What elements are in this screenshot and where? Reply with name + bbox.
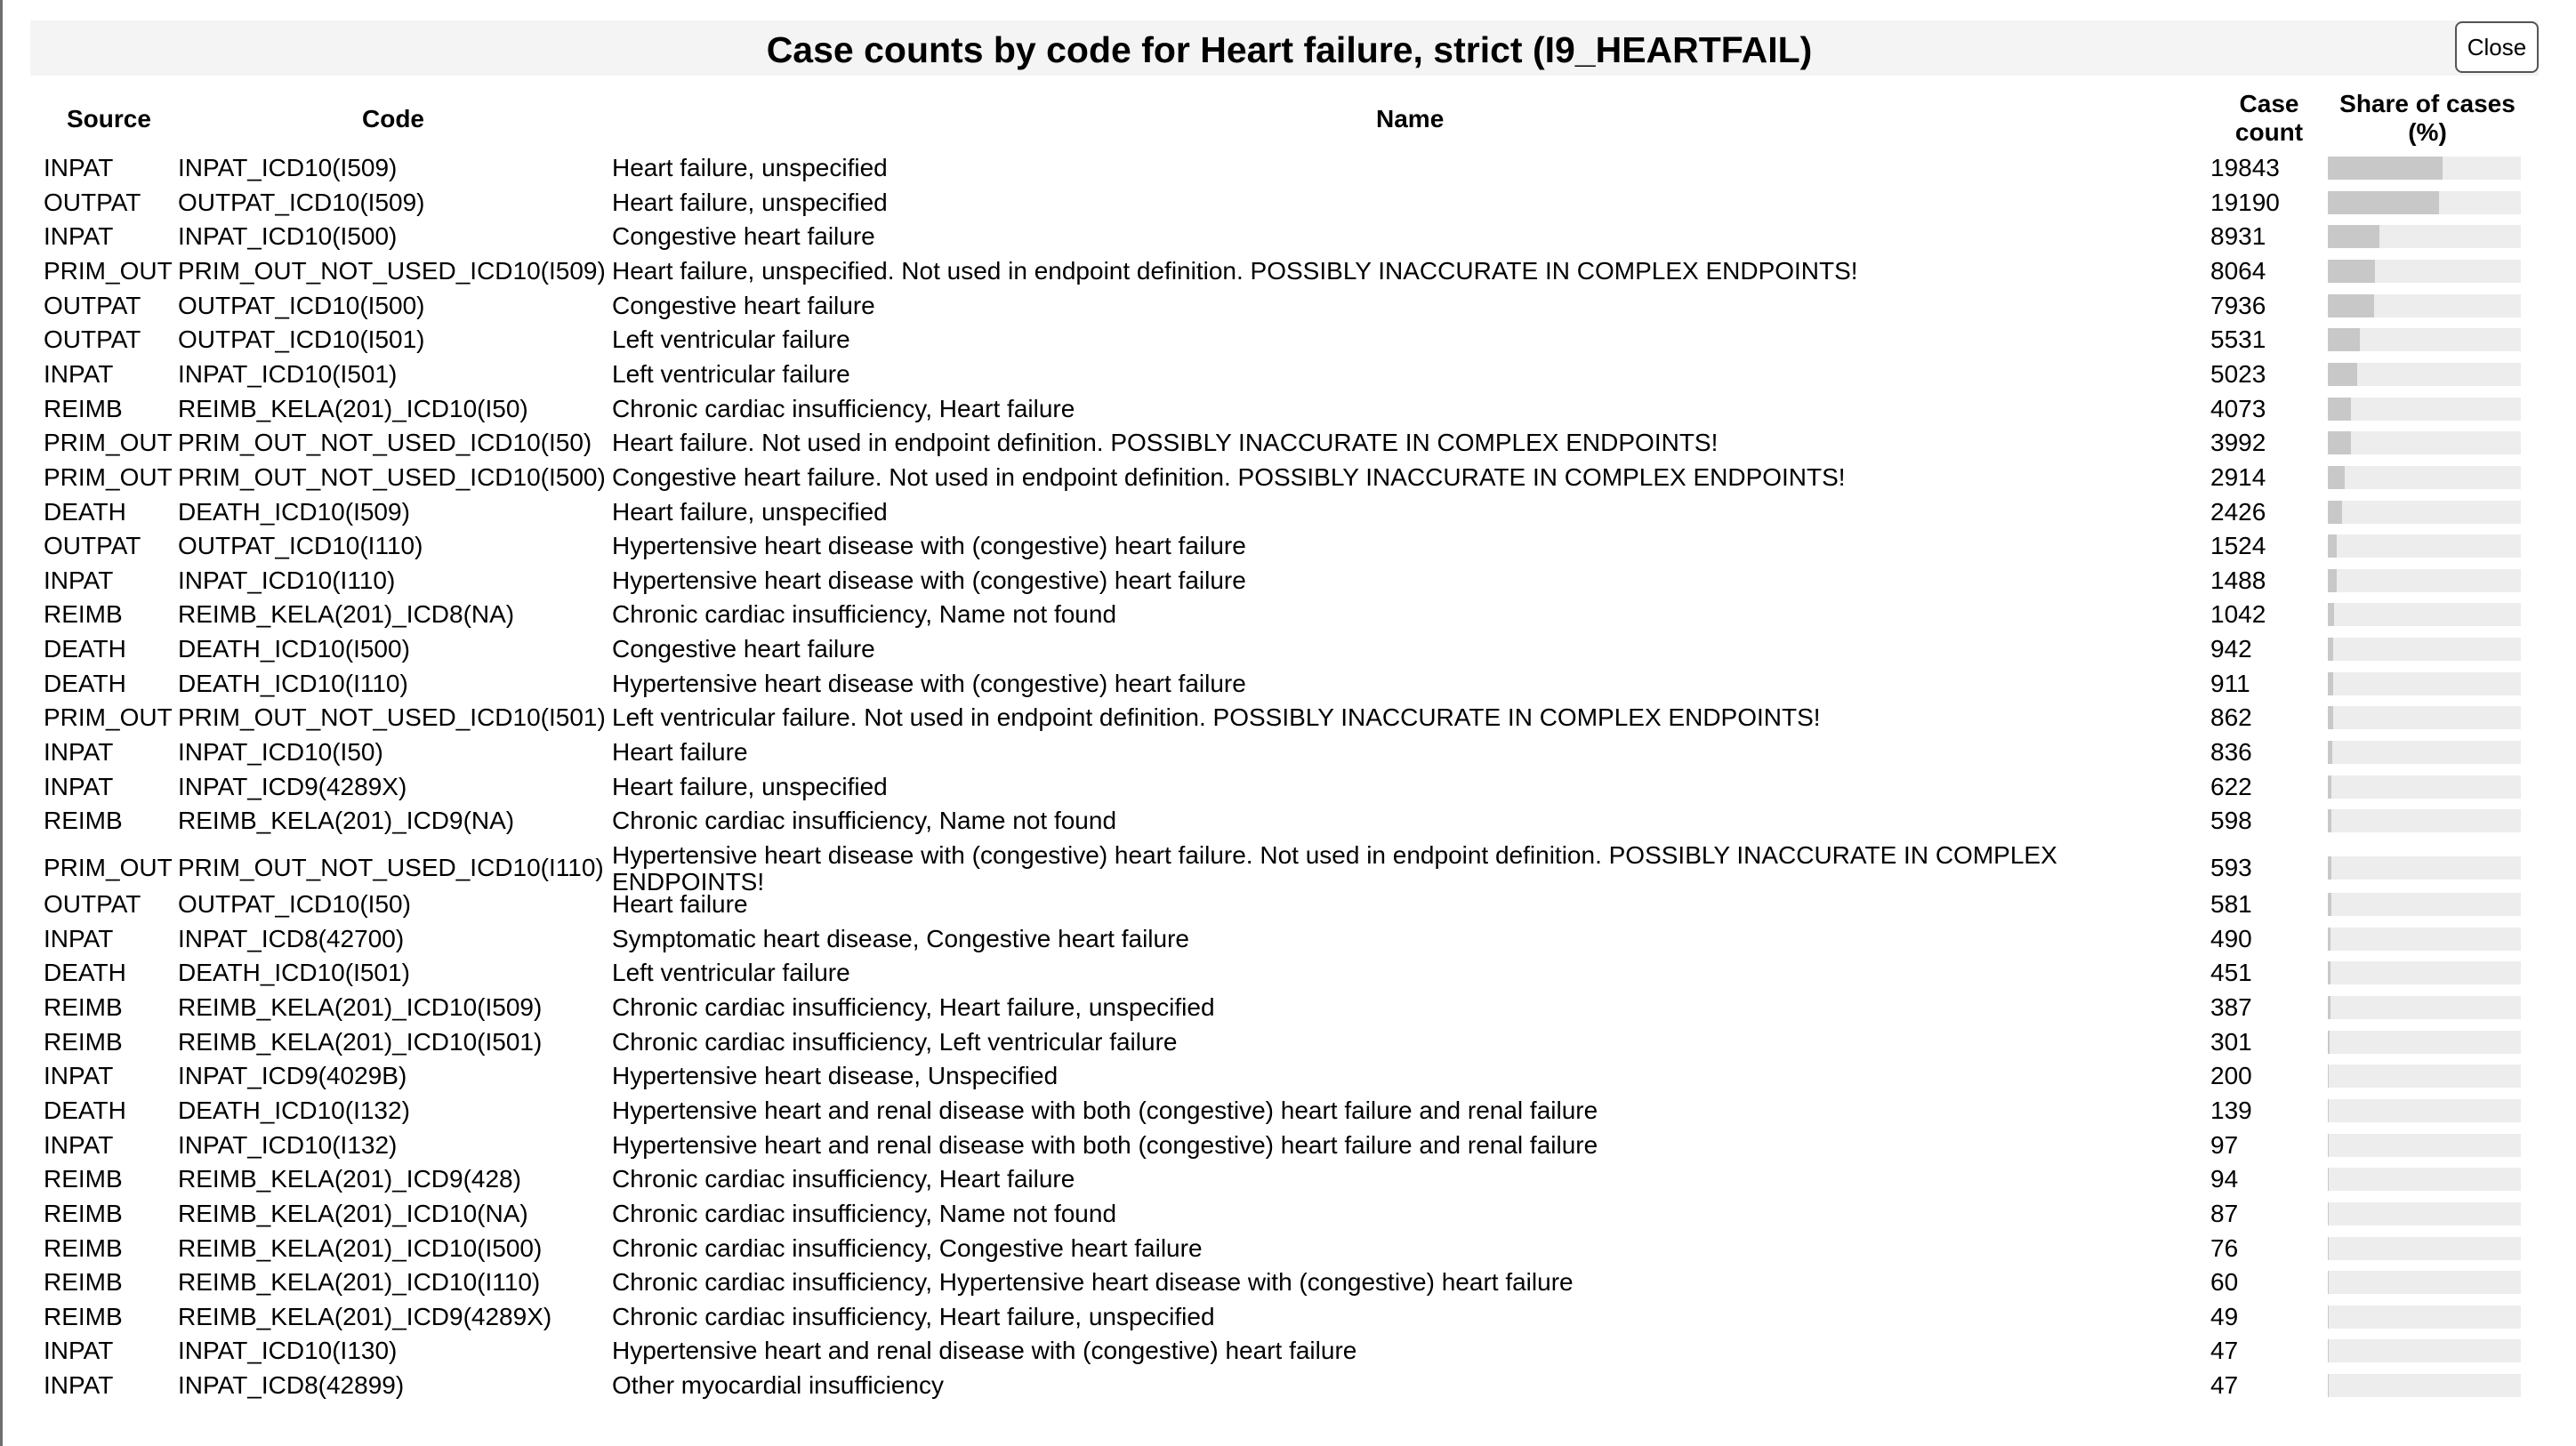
source-cell: OUTPAT xyxy=(44,291,141,319)
code-cell: DEATH_ICD10(I500) xyxy=(178,635,410,663)
case-count-cell: 76 xyxy=(2210,1233,2239,1262)
source-cell: INPAT xyxy=(44,1062,114,1090)
case-count-cell: 2914 xyxy=(2210,462,2266,491)
source-cell: DEATH xyxy=(44,669,126,697)
code-cell: INPAT_ICD9(4289X) xyxy=(178,772,407,800)
case-count-cell: 593 xyxy=(2210,854,2252,881)
code-cell: OUTPAT_ICD10(I110) xyxy=(178,532,423,560)
header-case-count-line1: Case xyxy=(2239,90,2299,117)
code-cell: INPAT_ICD10(I132) xyxy=(178,1130,398,1159)
code-cell: INPAT_ICD10(I50) xyxy=(178,738,383,767)
share-bar-fill xyxy=(2328,260,2375,283)
share-bar-fill xyxy=(2328,1031,2330,1054)
share-bar xyxy=(2328,431,2521,454)
share-bar xyxy=(2328,775,2521,799)
table-row xyxy=(3,739,2576,774)
case-count-cell: 87 xyxy=(2210,1199,2239,1227)
name-cell: Left ventricular failure xyxy=(612,959,850,987)
source-cell: INPAT xyxy=(44,772,114,800)
share-bar-fill xyxy=(2328,466,2345,489)
source-cell: INPAT xyxy=(44,1337,114,1365)
share-bar xyxy=(2328,1305,2521,1329)
share-bar-fill xyxy=(2328,1305,2329,1329)
code-cell: REIMB_KELA(201)_ICD10(I500) xyxy=(178,1233,543,1262)
case-count-cell: 862 xyxy=(2210,703,2252,732)
share-bar xyxy=(2328,363,2521,386)
case-count-cell: 1524 xyxy=(2210,532,2266,560)
table-row xyxy=(3,926,2576,960)
share-bar xyxy=(2328,928,2521,951)
share-bar xyxy=(2328,501,2521,524)
name-cell: Hypertensive heart and renal disease with both (congestive) heart failure and renal failure xyxy=(612,1096,1598,1124)
case-count-cell: 47 xyxy=(2210,1337,2239,1365)
share-bar-fill xyxy=(2328,1202,2329,1225)
share-bar-fill xyxy=(2328,1271,2329,1294)
table-row xyxy=(3,994,2576,1029)
source-cell: INPAT xyxy=(44,566,114,594)
case-count-cell: 451 xyxy=(2210,959,2252,987)
code-cell: INPAT_ICD8(42899) xyxy=(178,1371,405,1400)
source-cell: REIMB xyxy=(44,394,123,422)
name-cell: Chronic cardiac insufficiency, Name not found xyxy=(612,807,1117,835)
share-bar xyxy=(2328,1237,2521,1260)
share-bar-fill xyxy=(2328,706,2333,729)
share-bar xyxy=(2328,706,2521,729)
source-cell: INPAT xyxy=(44,359,114,388)
close-button[interactable]: Close xyxy=(2455,21,2539,73)
name-cell: Left ventricular failure xyxy=(612,359,850,388)
case-count-cell: 200 xyxy=(2210,1062,2252,1090)
source-cell: INPAT xyxy=(44,924,114,952)
name-cell: Heart failure, unspecified. Not used in endpoint definition. POSSIBLY INACCURATE IN COMPLEX ENDPOINTS! xyxy=(612,256,1858,285)
share-bar xyxy=(2328,1168,2521,1191)
case-count-cell: 94 xyxy=(2210,1165,2239,1193)
share-bar-fill xyxy=(2328,1168,2329,1191)
source-cell: OUTPAT xyxy=(44,532,141,560)
share-bar-fill xyxy=(2328,603,2334,626)
share-bar-fill xyxy=(2328,191,2439,214)
table-row xyxy=(3,1132,2576,1167)
name-cell: Other myocardial insufficiency xyxy=(612,1371,944,1400)
case-count-cell: 836 xyxy=(2210,738,2252,767)
name-cell: Chronic cardiac insufficiency, Heart failure xyxy=(612,1165,1075,1193)
table-row xyxy=(3,1338,2576,1372)
share-bar xyxy=(2328,260,2521,283)
share-bar-fill xyxy=(2328,1374,2329,1397)
share-bar xyxy=(2328,1031,2521,1054)
share-bar xyxy=(2328,191,2521,214)
share-bar-fill xyxy=(2328,775,2331,799)
name-cell: Chronic cardiac insufficiency, Hypertensive heart disease with (congestive) heart failure xyxy=(612,1268,1574,1297)
share-bar-fill xyxy=(2328,638,2333,661)
case-count-cell: 7936 xyxy=(2210,291,2266,319)
case-count-cell: 4073 xyxy=(2210,394,2266,422)
name-cell: Hypertensive heart disease with (congestive) heart failure. Not used in endpoint definition. POSSIBLY INACCURATE IN COMPLEX ENDPOINTS! xyxy=(612,841,2057,896)
share-bar xyxy=(2328,534,2521,558)
share-bar xyxy=(2328,638,2521,661)
name-cell: Hypertensive heart and renal disease with (congestive) heart failure xyxy=(612,1337,1357,1365)
table-row xyxy=(3,704,2576,739)
table-row xyxy=(3,807,2576,842)
header-source: Source xyxy=(67,105,151,133)
table-row xyxy=(3,1304,2576,1338)
name-cell: Heart failure. Not used in endpoint definition. POSSIBLY INACCURATE IN COMPLEX ENDPOINTS! xyxy=(612,429,1719,457)
table-row xyxy=(3,326,2576,361)
case-count-cell: 19190 xyxy=(2210,188,2280,216)
table-row xyxy=(3,841,2576,896)
share-bar-fill xyxy=(2328,1134,2329,1157)
share-bar-fill xyxy=(2328,893,2331,916)
table-row xyxy=(3,636,2576,671)
code-cell: OUTPAT_ICD10(I509) xyxy=(178,188,425,216)
code-cell: PRIM_OUT_NOT_USED_ICD10(I509) xyxy=(178,256,606,285)
name-cell: Congestive heart failure. Not used in endpoint definition. POSSIBLY INACCURATE IN COMPLEX ENDPOINTS! xyxy=(612,462,1846,491)
name-cell: Left ventricular failure. Not used in endpoint definition. POSSIBLY INACCURATE IN COMPLEX ENDPOINTS! xyxy=(612,703,1821,732)
source-cell: INPAT xyxy=(44,222,114,251)
share-bar-fill xyxy=(2328,569,2337,592)
code-cell: INPAT_ICD10(I509) xyxy=(178,154,398,181)
table-row xyxy=(3,189,2576,224)
table-row xyxy=(3,396,2576,430)
share-bar-fill xyxy=(2328,294,2374,317)
code-cell: INPAT_ICD10(I110) xyxy=(178,566,396,594)
share-bar-fill xyxy=(2328,741,2332,764)
name-cell: Heart failure, unspecified xyxy=(612,188,888,216)
share-bar xyxy=(2328,1339,2521,1362)
case-count-cell: 622 xyxy=(2210,772,2252,800)
case-count-cell: 1488 xyxy=(2210,566,2266,594)
name-cell: Chronic cardiac insufficiency, Name not found xyxy=(612,600,1117,629)
table-row xyxy=(3,1029,2576,1064)
name-cell: Chronic cardiac insufficiency, Heart failure, unspecified xyxy=(612,1302,1215,1330)
name-cell: Hypertensive heart disease with (congestive) heart failure xyxy=(612,669,1246,697)
case-count-cell: 19843 xyxy=(2210,154,2280,181)
source-cell: REIMB xyxy=(44,1302,123,1330)
code-cell: REIMB_KELA(201)_ICD9(4289X) xyxy=(178,1302,552,1330)
table-row xyxy=(3,960,2576,994)
table-row xyxy=(3,671,2576,705)
source-cell: PRIM_OUT xyxy=(44,703,173,732)
code-cell: OUTPAT_ICD10(I50) xyxy=(178,890,411,918)
share-bar xyxy=(2328,603,2521,626)
code-cell: OUTPAT_ICD10(I500) xyxy=(178,291,425,319)
share-bar xyxy=(2328,1134,2521,1157)
share-bar xyxy=(2328,1271,2521,1294)
table-row xyxy=(3,1235,2576,1270)
share-bar-fill xyxy=(2328,1339,2329,1362)
case-count-cell: 3992 xyxy=(2210,429,2266,457)
code-cell: PRIM_OUT_NOT_USED_ICD10(I500) xyxy=(178,462,606,491)
table-row xyxy=(3,258,2576,293)
name-cell: Symptomatic heart disease, Congestive heart failure xyxy=(612,924,1189,952)
name-cell: Hypertensive heart disease with (congestive) heart failure xyxy=(612,532,1246,560)
name-cell: Heart failure xyxy=(612,738,748,767)
table-row xyxy=(3,1063,2576,1097)
code-cell: REIMB_KELA(201)_ICD8(NA) xyxy=(178,600,515,629)
header-case-count-line2: count xyxy=(2234,118,2304,146)
source-cell: REIMB xyxy=(44,1165,123,1193)
case-count-cell: 49 xyxy=(2210,1302,2239,1330)
source-cell: DEATH xyxy=(44,959,126,987)
code-cell: INPAT_ICD8(42700) xyxy=(178,924,405,952)
case-count-cell: 942 xyxy=(2210,635,2252,663)
table-row xyxy=(3,1201,2576,1235)
share-bar-fill xyxy=(2328,996,2330,1019)
case-count-cell: 581 xyxy=(2210,890,2252,918)
table-row xyxy=(3,361,2576,396)
table-row xyxy=(3,293,2576,327)
share-bar xyxy=(2328,809,2521,832)
name-cell: Chronic cardiac insufficiency, Heart failure, unspecified xyxy=(612,992,1215,1021)
source-cell: REIMB xyxy=(44,600,123,629)
table-row xyxy=(3,567,2576,602)
name-cell: Left ventricular failure xyxy=(612,325,850,354)
case-count-cell: 490 xyxy=(2210,924,2252,952)
source-cell: OUTPAT xyxy=(44,188,141,216)
code-cell: PRIM_OUT_NOT_USED_ICD10(I50) xyxy=(178,429,592,457)
source-cell: REIMB xyxy=(44,1233,123,1262)
share-bar xyxy=(2328,225,2521,248)
share-bar xyxy=(2328,1202,2521,1225)
header-share-line2: (%) xyxy=(2408,118,2447,146)
case-count-cell: 8064 xyxy=(2210,256,2266,285)
code-cell: REIMB_KELA(201)_ICD9(428) xyxy=(178,1165,521,1193)
code-cell: PRIM_OUT_NOT_USED_ICD10(I110) xyxy=(178,854,604,881)
share-bar-fill xyxy=(2328,856,2331,880)
name-cell: Chronic cardiac insufficiency, Name not found xyxy=(612,1199,1117,1227)
source-cell: PRIM_OUT xyxy=(44,429,173,457)
case-count-cell: 598 xyxy=(2210,807,2252,835)
name-cell: Congestive heart failure xyxy=(612,222,875,251)
share-bar xyxy=(2328,1099,2521,1122)
header-share-of-cases xyxy=(2330,90,2525,147)
source-cell: REIMB xyxy=(44,1268,123,1297)
share-bar xyxy=(2328,893,2521,916)
share-bar-fill xyxy=(2328,672,2333,695)
case-count-cell: 47 xyxy=(2210,1371,2239,1400)
share-bar-fill xyxy=(2328,328,2360,351)
source-cell: INPAT xyxy=(44,1371,114,1400)
code-cell: INPAT_ICD10(I501) xyxy=(178,359,398,388)
name-cell: Heart failure, unspecified xyxy=(612,772,888,800)
header-code: Code xyxy=(362,105,424,133)
source-cell: PRIM_OUT xyxy=(44,462,173,491)
name-cell: Chronic cardiac insufficiency, Heart failure xyxy=(612,394,1075,422)
table-row xyxy=(3,499,2576,534)
case-count-cell: 5023 xyxy=(2210,359,2266,388)
table-row xyxy=(3,891,2576,926)
code-cell: DEATH_ICD10(I509) xyxy=(178,497,410,526)
share-bar-fill xyxy=(2328,501,2342,524)
source-cell: OUTPAT xyxy=(44,890,141,918)
share-bar-fill xyxy=(2328,1064,2329,1088)
table-row xyxy=(3,601,2576,636)
case-count-cell: 911 xyxy=(2210,669,2250,697)
code-cell: PRIM_OUT_NOT_USED_ICD10(I501) xyxy=(178,703,606,732)
table-row xyxy=(3,1269,2576,1304)
code-cell: REIMB_KELA(201)_ICD10(I50) xyxy=(178,394,528,422)
share-bar xyxy=(2328,672,2521,695)
table-row xyxy=(3,155,2576,189)
source-cell: PRIM_OUT xyxy=(44,256,173,285)
share-bar xyxy=(2328,569,2521,592)
table-row xyxy=(3,774,2576,808)
share-bar xyxy=(2328,856,2521,880)
name-cell: Congestive heart failure xyxy=(612,635,875,663)
name-cell: Heart failure, unspecified xyxy=(612,154,888,181)
source-cell: INPAT xyxy=(44,154,114,181)
case-counts-modal xyxy=(3,0,2576,1446)
case-count-cell: 387 xyxy=(2210,992,2252,1021)
name-cell: Congestive heart failure xyxy=(612,291,875,319)
share-bar-fill xyxy=(2328,534,2337,558)
share-bar-fill xyxy=(2328,363,2357,386)
name-cell: Hypertensive heart and renal disease with both (congestive) heart failure and renal failure xyxy=(612,1130,1598,1159)
source-cell: INPAT xyxy=(44,1130,114,1159)
share-bar xyxy=(2328,1064,2521,1088)
name-cell: Heart failure xyxy=(612,890,748,918)
source-cell: DEATH xyxy=(44,635,126,663)
share-bar-fill xyxy=(2328,398,2351,421)
share-bar xyxy=(2328,996,2521,1019)
share-bar-fill xyxy=(2328,961,2330,984)
table-row xyxy=(3,533,2576,567)
share-bar-fill xyxy=(2328,1237,2329,1260)
code-cell: DEATH_ICD10(I132) xyxy=(178,1096,410,1124)
code-cell: REIMB_KELA(201)_ICD10(I501) xyxy=(178,1027,543,1056)
name-cell: Hypertensive heart disease, Unspecified xyxy=(612,1062,1059,1090)
modal-title: Case counts by code for Heart failure, strict (I9_HEARTFAIL) xyxy=(766,29,1813,70)
case-count-cell: 5531 xyxy=(2210,325,2266,354)
source-cell: OUTPAT xyxy=(44,325,141,354)
share-bar-fill xyxy=(2328,928,2330,951)
share-bar-fill xyxy=(2328,157,2443,180)
share-bar xyxy=(2328,294,2521,317)
share-bar-fill xyxy=(2328,431,2351,454)
table-row xyxy=(3,1372,2576,1407)
name-cell: Chronic cardiac insufficiency, Left ventricular failure xyxy=(612,1027,1178,1056)
table-row xyxy=(3,464,2576,499)
code-cell: DEATH_ICD10(I110) xyxy=(178,669,408,697)
share-bar xyxy=(2328,961,2521,984)
source-cell: DEATH xyxy=(44,1096,126,1124)
share-bar-fill xyxy=(2328,809,2331,832)
share-bar xyxy=(2328,741,2521,764)
source-cell: REIMB xyxy=(44,1199,123,1227)
code-cell: INPAT_ICD9(4029B) xyxy=(178,1062,407,1090)
share-bar-fill xyxy=(2328,1099,2329,1122)
name-cell: Chronic cardiac insufficiency, Congestive heart failure xyxy=(612,1233,1203,1262)
share-bar xyxy=(2328,1374,2521,1397)
share-bar xyxy=(2328,398,2521,421)
code-cell: REIMB_KELA(201)_ICD9(NA) xyxy=(178,807,515,835)
code-cell: REIMB_KELA(201)_ICD10(I509) xyxy=(178,992,543,1021)
case-count-cell: 1042 xyxy=(2210,600,2266,629)
source-cell: DEATH xyxy=(44,497,126,526)
header-case-count xyxy=(2196,90,2342,147)
code-cell: INPAT_ICD10(I500) xyxy=(178,222,398,251)
table-row xyxy=(3,1166,2576,1201)
source-cell: INPAT xyxy=(44,738,114,767)
share-bar-fill xyxy=(2328,225,2379,248)
name-cell: Heart failure, unspecified xyxy=(612,497,888,526)
header-name: Name xyxy=(1376,105,1445,133)
share-bar xyxy=(2328,328,2521,351)
case-count-cell: 2426 xyxy=(2210,497,2266,526)
share-bar xyxy=(2328,466,2521,489)
table-row xyxy=(3,430,2576,464)
name-cell: Hypertensive heart disease with (congestive) heart failure xyxy=(612,566,1246,594)
share-bar xyxy=(2328,157,2521,180)
source-cell: PRIM_OUT xyxy=(44,854,173,881)
code-cell: DEATH_ICD10(I501) xyxy=(178,959,410,987)
code-cell: OUTPAT_ICD10(I501) xyxy=(178,325,425,354)
case-count-cell: 60 xyxy=(2210,1268,2239,1297)
table-row xyxy=(3,223,2576,258)
code-cell: INPAT_ICD10(I130) xyxy=(178,1337,398,1365)
case-count-cell: 97 xyxy=(2210,1130,2239,1159)
source-cell: REIMB xyxy=(44,807,123,835)
case-count-cell: 139 xyxy=(2210,1096,2252,1124)
header-share-line1: Share of cases xyxy=(2339,90,2516,117)
source-cell: REIMB xyxy=(44,992,123,1021)
case-count-cell: 8931 xyxy=(2210,222,2266,251)
case-count-cell: 301 xyxy=(2210,1027,2252,1056)
source-cell: REIMB xyxy=(44,1027,123,1056)
table-row xyxy=(3,1097,2576,1132)
code-cell: REIMB_KELA(201)_ICD10(I110) xyxy=(178,1268,541,1297)
code-cell: REIMB_KELA(201)_ICD10(NA) xyxy=(178,1199,528,1227)
